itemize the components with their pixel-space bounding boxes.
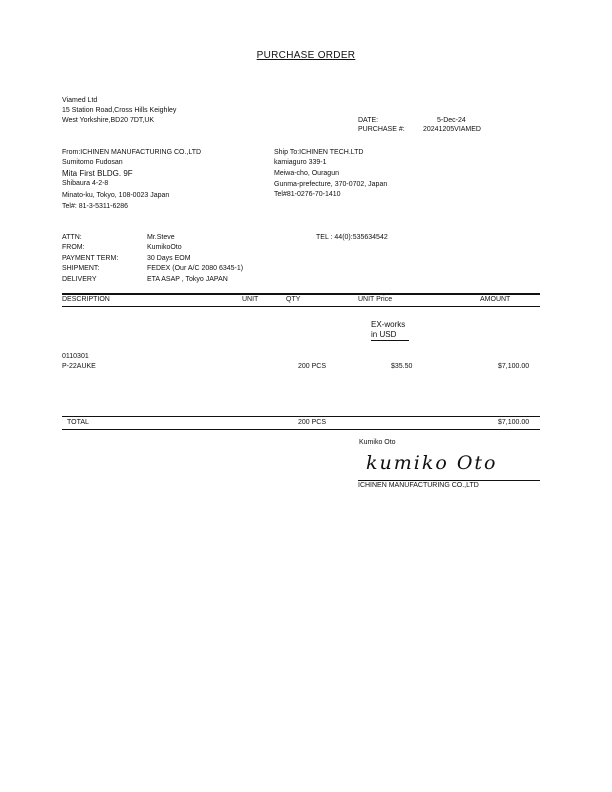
item-unit-price: $35.50: [391, 363, 413, 370]
col-header-description: DESCRIPTION: [62, 296, 110, 303]
from-phone: Tel#: 81-3-5311-6286: [62, 203, 129, 210]
from-address-line2: Mita First BLDG. 9F: [62, 169, 133, 178]
from-company: From:ICHINEN MANUFACTURING CO.,LTD: [62, 149, 202, 156]
from-label: FROM:: [62, 244, 85, 251]
document-title: PURCHASE ORDER: [256, 50, 356, 61]
table-top-rule: [62, 293, 540, 295]
col-header-unit-price: UNIT Price: [358, 296, 393, 303]
from-value: KumikoOto: [147, 244, 182, 251]
buyer-address-line1: 15 Station Road,Cross Hills Keighley: [62, 107, 177, 114]
purchase-number-label: PURCHASE #:: [358, 126, 405, 133]
ship-to-address-line1: kamiaguro 339-1: [274, 159, 327, 166]
total-bottom-rule: [62, 429, 540, 430]
incoterm-line2: in USD: [371, 330, 397, 339]
attn-label: ATTN:: [62, 234, 82, 241]
ship-to-phone: Tel#81-0276-70-1410: [274, 191, 341, 198]
signature-rule: [358, 480, 540, 481]
payment-term-value: 30 Days EOM: [147, 255, 191, 262]
ship-to-address-line2: Meiwa-cho, Ouragun: [274, 170, 339, 177]
date-label: DATE:: [358, 117, 379, 124]
total-amount: $7,100.00: [498, 419, 530, 426]
table-header-rule: [62, 306, 540, 307]
total-top-rule: [62, 416, 540, 417]
col-header-qty: QTY: [286, 296, 301, 303]
handwritten-signature: kumiko Oto: [366, 452, 498, 474]
ship-to-company: Ship To:ICHINEN TECH.LTD: [274, 149, 364, 156]
from-address-line3: Shibaura 4-2-8: [62, 180, 109, 187]
signatory-company: ICHINEN MANUFACTURING CO.,LTD: [358, 482, 479, 489]
date-value: 5-Dec-24: [437, 117, 466, 124]
col-header-unit: UNIT: [242, 296, 259, 303]
delivery-value: ETA ASAP , Tokyo JAPAN: [147, 276, 228, 283]
total-qty: 200 PCS: [298, 419, 327, 426]
buyer-name: Viamed Ltd: [62, 97, 98, 104]
buyer-address-line2: West Yorkshire,BD20 7DT,UK: [62, 117, 155, 124]
ship-to-address-line3: Gunma-prefecture, 370-0702, Japan: [274, 181, 388, 188]
item-code: 0110301: [62, 353, 89, 360]
incoterm-line1: EX-works: [371, 320, 406, 329]
payment-term-label: PAYMENT TERM:: [62, 255, 119, 262]
from-address-line1: Sumitomo Fudosan: [62, 159, 123, 166]
item-description: P-22AUKE: [62, 363, 96, 370]
attn-value: Mr.Steve: [147, 234, 175, 241]
item-amount: $7,100.00: [498, 363, 530, 370]
col-header-amount: AMOUNT: [480, 296, 511, 303]
delivery-label: DELIVERY: [62, 276, 97, 283]
item-qty: 200 PCS: [298, 363, 327, 370]
total-label: TOTAL: [67, 419, 89, 426]
shipment-value: FEDEX (Our A/C 2080 6345-1): [147, 265, 244, 272]
incoterm-underline: [371, 340, 409, 341]
signatory-name: Kumiko Oto: [359, 439, 396, 446]
tel-value: TEL : 44(0):535634542: [316, 234, 388, 241]
from-address-line4: Minato-ku, Tokyo, 108-0023 Japan: [62, 192, 170, 199]
purchase-number-value: 20241205VIAMED: [423, 126, 481, 133]
shipment-label: SHIPMENT:: [62, 265, 100, 272]
